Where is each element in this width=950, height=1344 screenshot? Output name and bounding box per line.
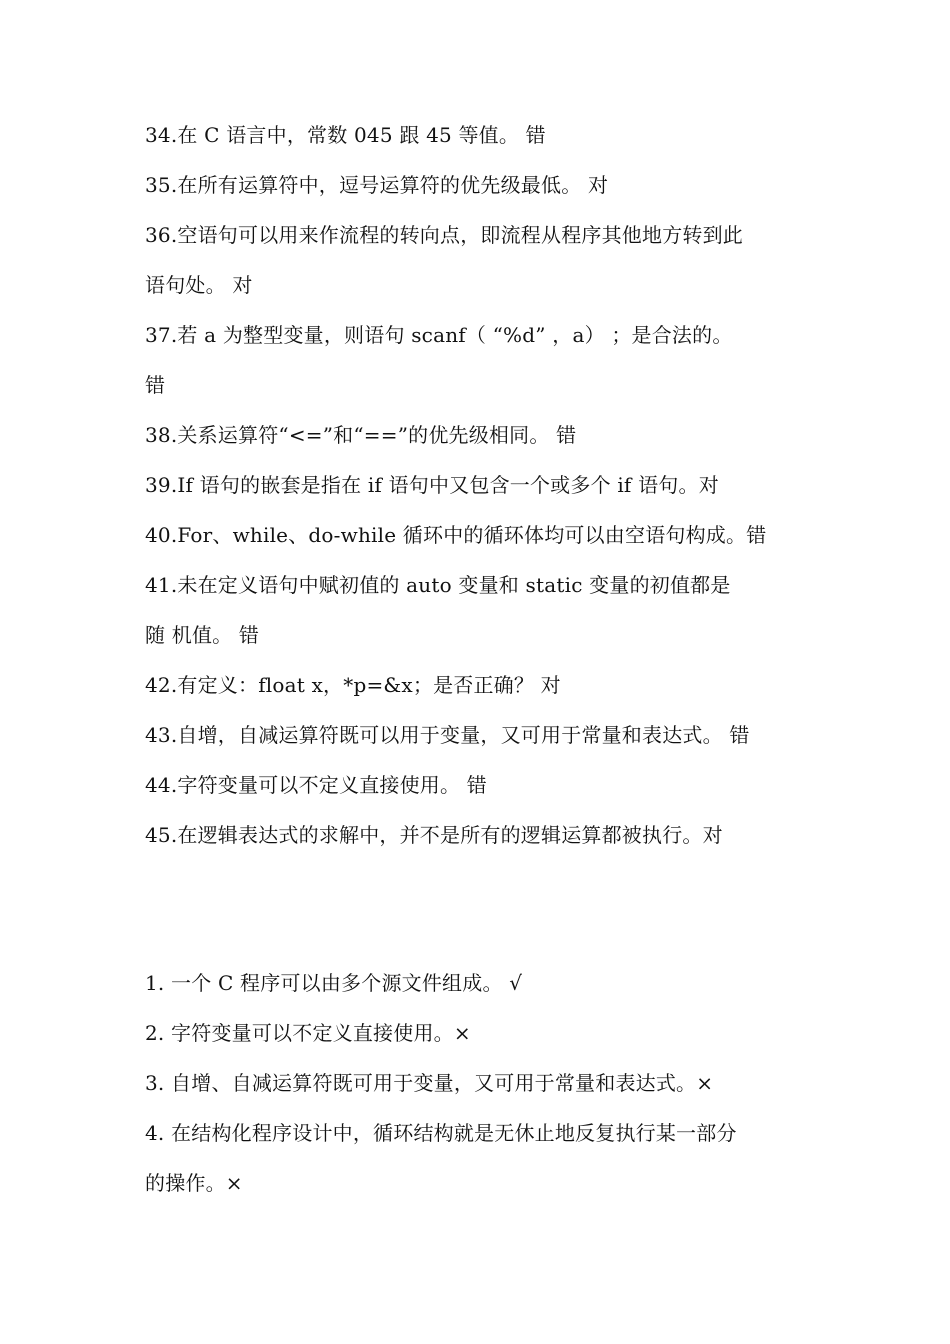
text-line: 3. 自增、自减运算符既可用于变量，又可用于常量和表达式。× [145, 1071, 714, 1095]
text-line: 34.在 C 语言中，常数 045 跟 45 等值。 错 [145, 123, 546, 147]
text-line: 的操作。× [145, 1171, 243, 1195]
text-line: 2. 字符变量可以不定义直接使用。× [145, 1021, 471, 1045]
text-line: 4. 在结构化程序设计中，循环结构就是无休止地反复执行某一部分 [145, 1121, 737, 1145]
text-line: 错 [145, 373, 166, 397]
text-line: 43.自增，自减运算符既可以用于变量，又可用于常量和表达式。 错 [145, 723, 750, 747]
text-line: 40.For、while、do-while 循环中的循环体均可以由空语句构成。错 [145, 523, 767, 547]
text-line: 36.空语句可以用来作流程的转向点，即流程从程序其他地方转到此 [145, 223, 744, 247]
text-line: 45.在逻辑表达式的求解中，并不是所有的逻辑运算都被执行。对 [145, 823, 723, 847]
text-line: 44.字符变量可以不定义直接使用。 错 [145, 773, 487, 797]
text-line: 42.有定义：float x，*p=&x；是否正确？ 对 [145, 673, 561, 697]
text-line: 语句处。 对 [145, 273, 253, 297]
text-line: 41.未在定义语句中赋初值的 auto 变量和 static 变量的初值都是 [145, 573, 731, 597]
text-line: 39.If 语句的嵌套是指在 if 语句中又包含一个或多个 if 语句。对 [145, 473, 719, 497]
text-line: 1. 一个 C 程序可以由多个源文件组成。 √ [145, 971, 523, 995]
text-line: 38.关系运算符“<=”和“==”的优先级相同。 错 [145, 423, 577, 447]
text-line: 37.若 a 为整型变量，则语句 scanf（ “%d” ，a） ；是合法的。 [145, 323, 733, 347]
text-line: 35.在所有运算符中，逗号运算符的优先级最低。 对 [145, 173, 609, 197]
text-line: 随 机值。 错 [145, 623, 260, 647]
